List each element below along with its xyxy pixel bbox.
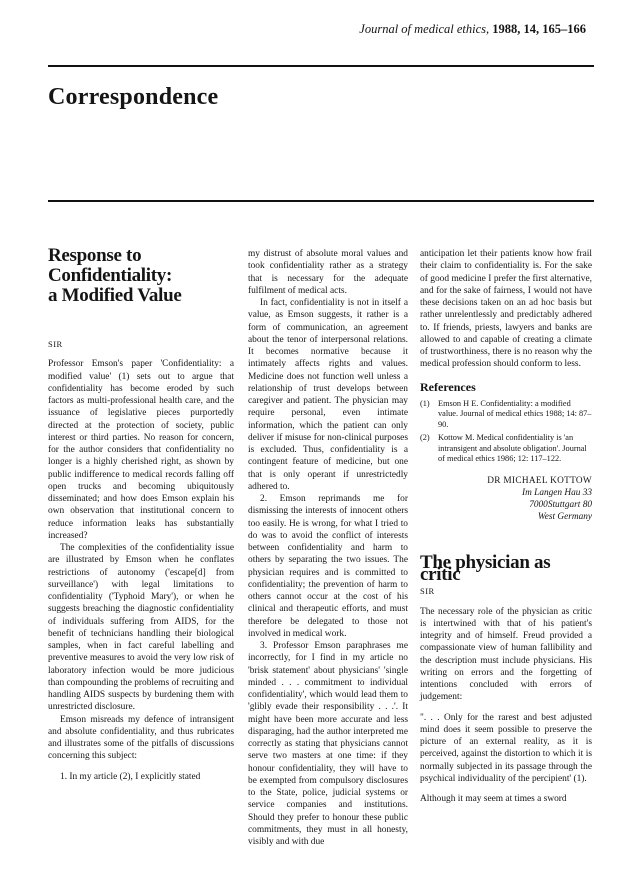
journal-name: Journal of medical ethics,	[359, 22, 490, 36]
running-head	[48, 22, 586, 37]
article-1-title-line: a Modified Value	[48, 285, 182, 306]
paragraph: Emson misreads my defence of intransigent and absolute confidentiality, and thus rubricates and illustrates some of the pitfalls of discussions concerning this subject:	[48, 714, 234, 762]
quotation: ". . . Only for the rarest and best adjusted mind does it seem possible to preserve the picture of an external reality, as it is perceived, against the distortion to which it is normally subjected in its passage through the psychical individuality of the percipient' (1).	[420, 712, 592, 784]
paragraph: 3. Professor Emson paraphrases me incorrectly, for I find in my article no 'brisk statement' about physicians' 'single minded . . . commitment to individual confidentiality', which would lead them to 'glibly evade their responsibility . . .'. It might have been more accurate and less disparaging, had the author interpreted me correctly as stating that physicians cannot serve two masters at one time: if they honour confidentiality, they will have to be exempted from compulsory disclosures to the State, police, judicial systems or service companies and institutions. Should they prefer to honour these public commitments, they must in all honesty, visibly and with due	[248, 641, 408, 847]
reference-number: (1)	[420, 398, 430, 408]
top-rule	[48, 65, 594, 67]
signature-address-line: West Germany	[537, 511, 592, 522]
signature-address-line: 7000Stuttgart 80	[529, 499, 592, 510]
references-heading: References	[420, 379, 476, 394]
reference-item	[420, 433, 592, 465]
paragraph: 1. In my article (2), I explicitly stated	[60, 771, 201, 782]
section-title: Correspondence	[48, 84, 219, 110]
column-1	[48, 246, 234, 783]
signature-name: DR MICHAEL KOTTOW	[487, 475, 592, 486]
article-2-salutation: SIR	[420, 586, 435, 597]
spacer	[48, 326, 234, 338]
column-3	[420, 248, 592, 805]
paragraph: anticipation let their patients know how frail their claim to confidentiality is. For the sake of good medicine I prefer the first alternative, and for the sake of fairness, I would not have these decisions taken on an ad hoc basis but rather unrelentlessly and predictably adhered to. If friends, priests, lawyers and banks are allowed to and capable of creating a climate of trustworthiness, there is no reason why the medical profession should conform to less.	[420, 249, 592, 370]
article-1-title	[48, 246, 234, 306]
article-1-title-line: Confidentiality:	[48, 265, 172, 286]
page-range: 165–166	[542, 22, 586, 36]
paragraph: Professor Emson's paper 'Confidentiality: a modified value' (1) sets out to argue that confidentiality has become eroded by such factors as multi-professional health care, and the issuance of legislative pieces purportedly directed at the protection of society, public interest or third parties. No reason for concern, for the author considers that confidentiality no longer is a highly cherished right, as shown by public indifference to medical records falling off open trucks and becoming ubiquitously disseminated; and how does Emson explain his own observation that institutional concern to reduce information leaks has substantially increased?	[48, 359, 234, 541]
reference-number: (2)	[420, 433, 430, 443]
article-1-salutation: SIR	[48, 339, 63, 349]
column-2	[248, 248, 408, 848]
paragraph: my distrust of absolute moral values and took confidentiality rather as a strategy that is necessary for the adequate fulfilment of medical acts.	[248, 249, 408, 296]
signature-block	[420, 475, 592, 523]
reference-text: Kottow M. Medical confidentiality is 'an intransigent and absolute obligation'. Journal of medical ethics 1986; 12: 117–122.	[438, 433, 587, 464]
paragraph: The necessary role of the physician as critic is intertwined with that of his patient's integrity and of himself. Freud provided a compassionate view of human fallibility and the description must include physicians. His writing on errors and the forgetting of intentions concluded with errors of judgement:	[420, 606, 592, 703]
paragraph: Although it may seem at times a sword	[420, 794, 567, 804]
paragraph: 2. Emson reprimands me for dismissing the interests of innocent others too easily. He is wrong, for what I tried to do was to avoid the conflict of interests between confidentiality and harm to others by separating the two issues. The physician requires and is committed to confidentiality; the prevention of harm to others cannot occur at the cost of his clinical and therapeutic efforts, and must therefore be delegated to those not involved in medical work.	[248, 494, 408, 639]
year-volume: 1988, 14,	[492, 22, 540, 36]
article-1-title-line: Response to	[48, 245, 142, 266]
reference-item	[420, 399, 592, 431]
section-rule	[48, 200, 594, 202]
paragraph: The complexities of the confidentiality issue are illustrated by Emson when he conflates restrictions of autonomy ('escape[d] from surveillance') with legal limitations to confidentiality ('Typhoid Mary'), or when he suggests breaching the diagnostic confidentiality of individuals suffering from AIDS, for the benefit of technicians handling their biological samples, when in fact careful labelling and preventive measures to avoid the very low risk of laboratory infection would be more judicious than compounding the problems of recruiting and handling AIDS suspects by burdening them with unrestricted disclosure.	[48, 543, 234, 713]
signature-address-line: Im Langen Hau 33	[522, 487, 592, 498]
paragraph: In fact, confidentiality is not in itself a value, as Emson suggests, it rather is a form of communication, an agreement about the tenor of interpersonal relations. It becomes normative because it intimately affects rights and values. Medicine does not function well unless a relationship of trust develops between caregiver and patient. The physician may require personal, even intimate information, which the patient can only deliver if misuse for non-clinical purposes is excluded. Thus, confidentiality is a contingent feature of medicine, but one that is only operant if unrestrictedly adhered to.	[248, 298, 408, 492]
article-2-title: The physician as critic	[420, 551, 551, 585]
reference-text: Emson H E. Confidentiality: a modified value. Journal of medical ethics 1988; 14: 87–90.	[438, 398, 592, 429]
